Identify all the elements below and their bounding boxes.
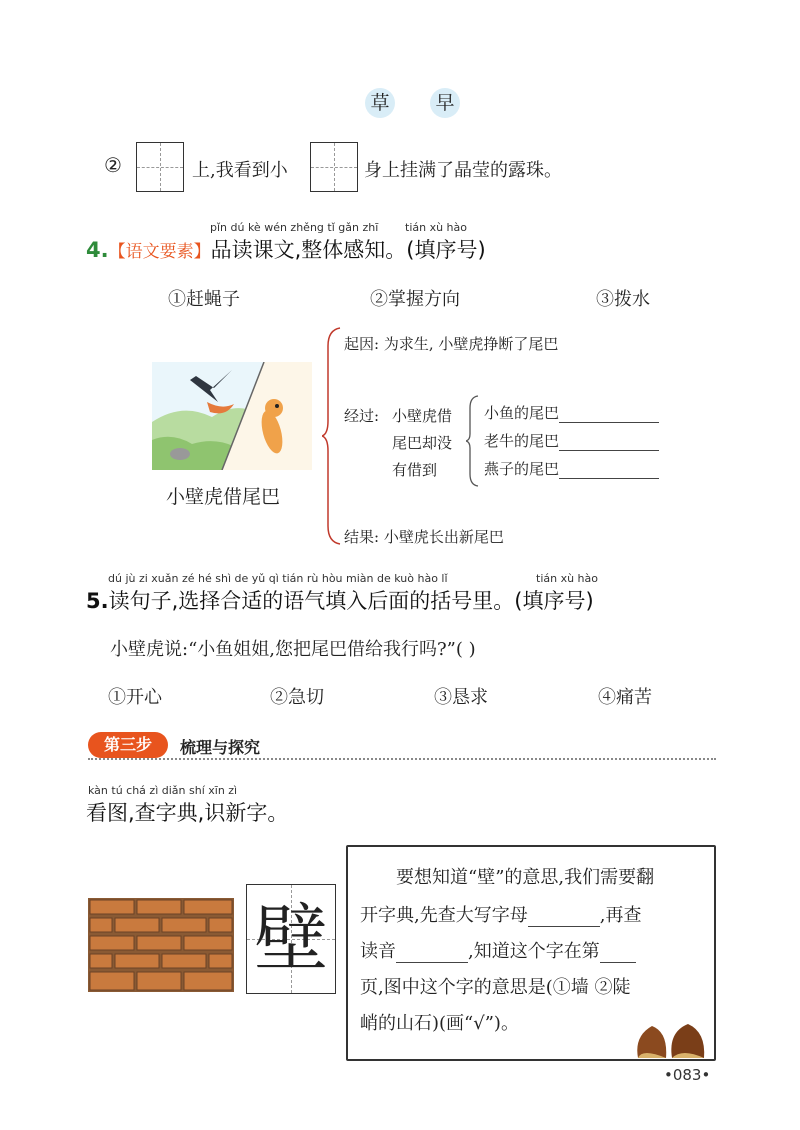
q4-heading (86, 234, 486, 264)
para-line-4: 页,图中这个字的意思是(①墙 ②陡 (360, 977, 631, 998)
q6-pinyin: kàn tú chá zì diǎn shí xīn zì (88, 784, 238, 797)
q5-heading (86, 585, 594, 615)
letter-blank[interactable] (528, 926, 600, 927)
tail-1 (484, 402, 659, 423)
sub-brace (466, 394, 480, 488)
process-line-3: 有借到 (392, 461, 438, 479)
q5-pinyin: dú jù zi xuǎn zé hé shì de yǔ qì tián rù hòu miàn de kuò hào lǐ (108, 572, 448, 585)
q5-number: 5. (86, 589, 109, 613)
tail-3 (484, 458, 659, 479)
image-caption: 小壁虎借尾巴 (166, 486, 281, 508)
word-choice-2: 早 (430, 88, 460, 118)
tail-3-label: 燕子的尾巴 (484, 460, 560, 478)
q5-pinyin-2: tián xù hào (536, 572, 598, 585)
process-label: 经过: (344, 407, 380, 425)
step-badge: 第三步 (88, 732, 168, 758)
answer-grid-2[interactable] (310, 142, 358, 192)
q4-option-1: ①赶蝇子 (168, 289, 240, 310)
q4-title: 品读课文,整体感知。(填序号) (210, 238, 486, 262)
word-choice-1: 草 (365, 88, 395, 118)
answer-grid-1[interactable] (136, 142, 184, 192)
q4-number: 4. (86, 238, 109, 262)
sentence-part-1: 上,我看到小 (192, 160, 288, 181)
page-number: •083• (664, 1066, 711, 1084)
para-line-2a: 开字典,先查大写字母 (360, 905, 528, 926)
para-line-2 (360, 901, 641, 927)
main-brace (322, 326, 342, 546)
tail-2 (484, 430, 659, 451)
q4-tag: 【语文要素】 (108, 242, 211, 262)
q4-pinyin: pǐn dú kè wén zhěng tǐ gǎn zhī (210, 221, 379, 234)
story-illustration (152, 362, 312, 470)
q4-pinyin-2: tián xù hào (405, 221, 467, 234)
tail-1-blank[interactable] (559, 422, 659, 423)
tail-3-blank[interactable] (559, 478, 659, 479)
q4-option-2: ②掌握方向 (370, 289, 460, 310)
para-line-1: 要想知道“壁”的意思,我们需要翻 (396, 867, 655, 888)
q5-option-1: ①开心 (108, 687, 162, 708)
page-blank[interactable] (600, 962, 636, 963)
result-text: 结果: 小壁虎长出新尾巴 (344, 528, 504, 546)
section-divider (88, 758, 716, 760)
q5-title: 读句子,选择合适的语气填入后面的括号里。(填序号) (108, 589, 594, 613)
sentence-number: ② (104, 153, 122, 177)
q4-option-3: ③拨水 (596, 289, 650, 310)
process-line-2: 尾巴却没 (392, 434, 453, 452)
brick-wall-image (88, 898, 234, 992)
character-box (246, 884, 336, 994)
step-title: 梳理与探究 (180, 738, 261, 757)
tail-2-blank[interactable] (559, 450, 659, 451)
process-line-1: 小壁虎借 (392, 407, 453, 425)
para-line-5: 峭的山石)(画“√”)。 (360, 1013, 519, 1034)
q5-sentence: 小壁虎说:“小鱼姐姐,您把尾巴借给我行吗?”( ) (110, 639, 476, 660)
para-line-3 (360, 937, 636, 963)
para-line-2b: ,再查 (599, 905, 642, 926)
q5-option-3: ③恳求 (434, 687, 488, 708)
tail-2-label: 老牛的尾巴 (484, 432, 560, 450)
tail-1-label: 小鱼的尾巴 (484, 404, 560, 422)
q6-title: 看图,查字典,识新字。 (86, 801, 289, 825)
para-line-3a: 读音 (360, 941, 396, 962)
chestnuts-decoration (632, 1018, 712, 1060)
para-line-3b: ,知道这个字在第 (468, 941, 600, 962)
q5-option-4: ④痛苦 (598, 687, 652, 708)
q5-option-2: ②急切 (270, 687, 324, 708)
sentence-part-2: 身上挂满了晶莹的露珠。 (364, 160, 562, 181)
pronunciation-blank[interactable] (396, 962, 468, 963)
big-character: 壁 (254, 896, 328, 982)
cause-text: 起因: 为求生, 小壁虎挣断了尾巴 (344, 335, 559, 353)
